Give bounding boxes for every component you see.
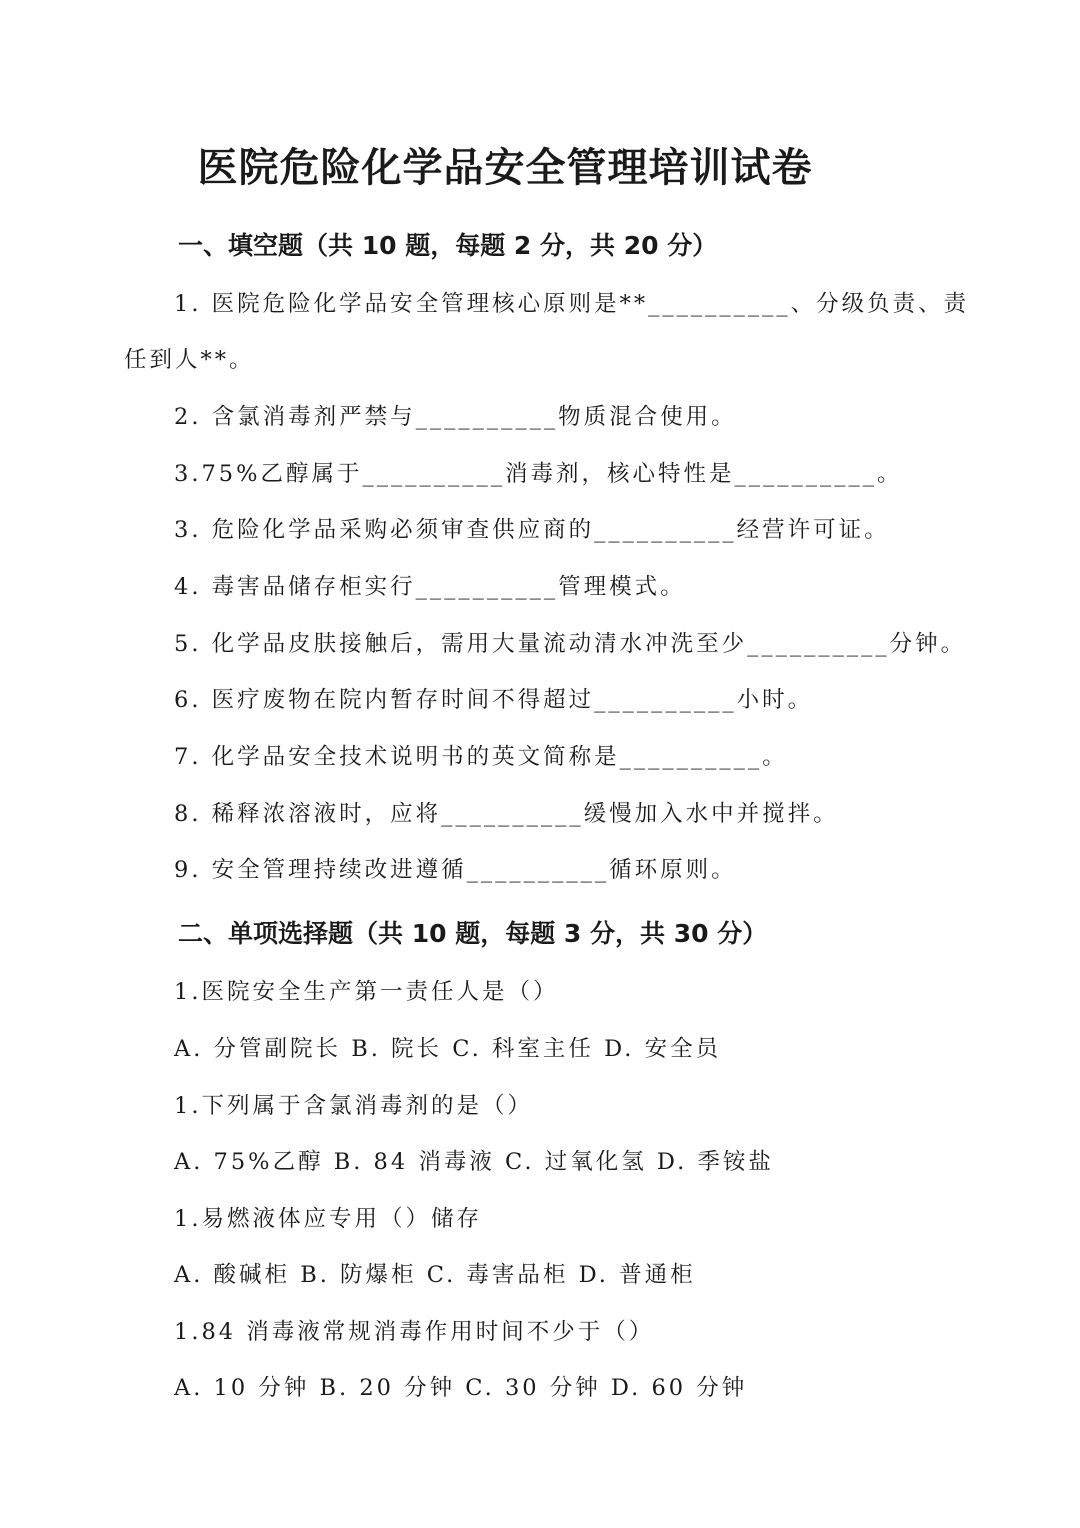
options-line: A. 酸碱柜 B. 防爆柜 C. 毒害品柜 D. 普通柜 xyxy=(174,1262,696,1288)
options-line: A. 10 分钟 B. 20 分钟 C. 30 分钟 D. 60 分钟 xyxy=(174,1375,748,1401)
question-line: 8. 稀释浓溶液时，应将__________缓慢加入水中并搅拌。 xyxy=(174,801,839,827)
page-title: 医院危险化学品安全管理培训试卷 xyxy=(197,145,813,191)
question-line: 1.下列属于含氯消毒剂的是（） xyxy=(174,1093,533,1119)
section-heading-fill-blank: 一、填空题（共 10 题，每题 2 分，共 20 分） xyxy=(178,231,718,260)
question-line: 3. 危险化学品采购必须审查供应商的__________经营许可证。 xyxy=(174,517,890,543)
section-heading-single-choice: 二、单项选择题（共 10 题，每题 3 分，共 30 分） xyxy=(178,919,768,948)
question-line: 9. 安全管理持续改进遵循__________循环原则。 xyxy=(174,857,737,883)
question-line: 3.75%乙醇属于__________消毒剂，核心特性是__________。 xyxy=(174,461,903,487)
options-line: A. 分管副院长 B. 院长 C. 科室主任 D. 安全员 xyxy=(174,1036,722,1062)
question-line: 5. 化学品皮肤接触后，需用大量流动清水冲洗至少__________分钟。 xyxy=(174,631,967,657)
question-line: 1.84 消毒液常规消毒作用时间不少于（） xyxy=(174,1319,655,1345)
question-line: 1.医院安全生产第一责任人是（） xyxy=(174,979,559,1005)
question-line: 6. 医疗废物在院内暂存时间不得超过__________小时。 xyxy=(174,687,814,713)
question-line: 4. 毒害品储存柜实行__________管理模式。 xyxy=(174,574,686,600)
question-line: 2. 含氯消毒剂严禁与__________物质混合使用。 xyxy=(174,404,737,430)
question-line: 1.易燃液体应专用（）储存 xyxy=(174,1206,482,1232)
question-line: 1. 医院危险化学品安全管理核心原则是**__________、分级负责、责 xyxy=(174,291,970,317)
options-line: A. 75%乙醇 B. 84 消毒液 C. 过氧化氢 D. 季铵盐 xyxy=(174,1149,774,1175)
question-line: 7. 化学品安全技术说明书的英文简称是__________。 xyxy=(174,744,788,770)
question-line: 任到人**。 xyxy=(124,347,255,373)
